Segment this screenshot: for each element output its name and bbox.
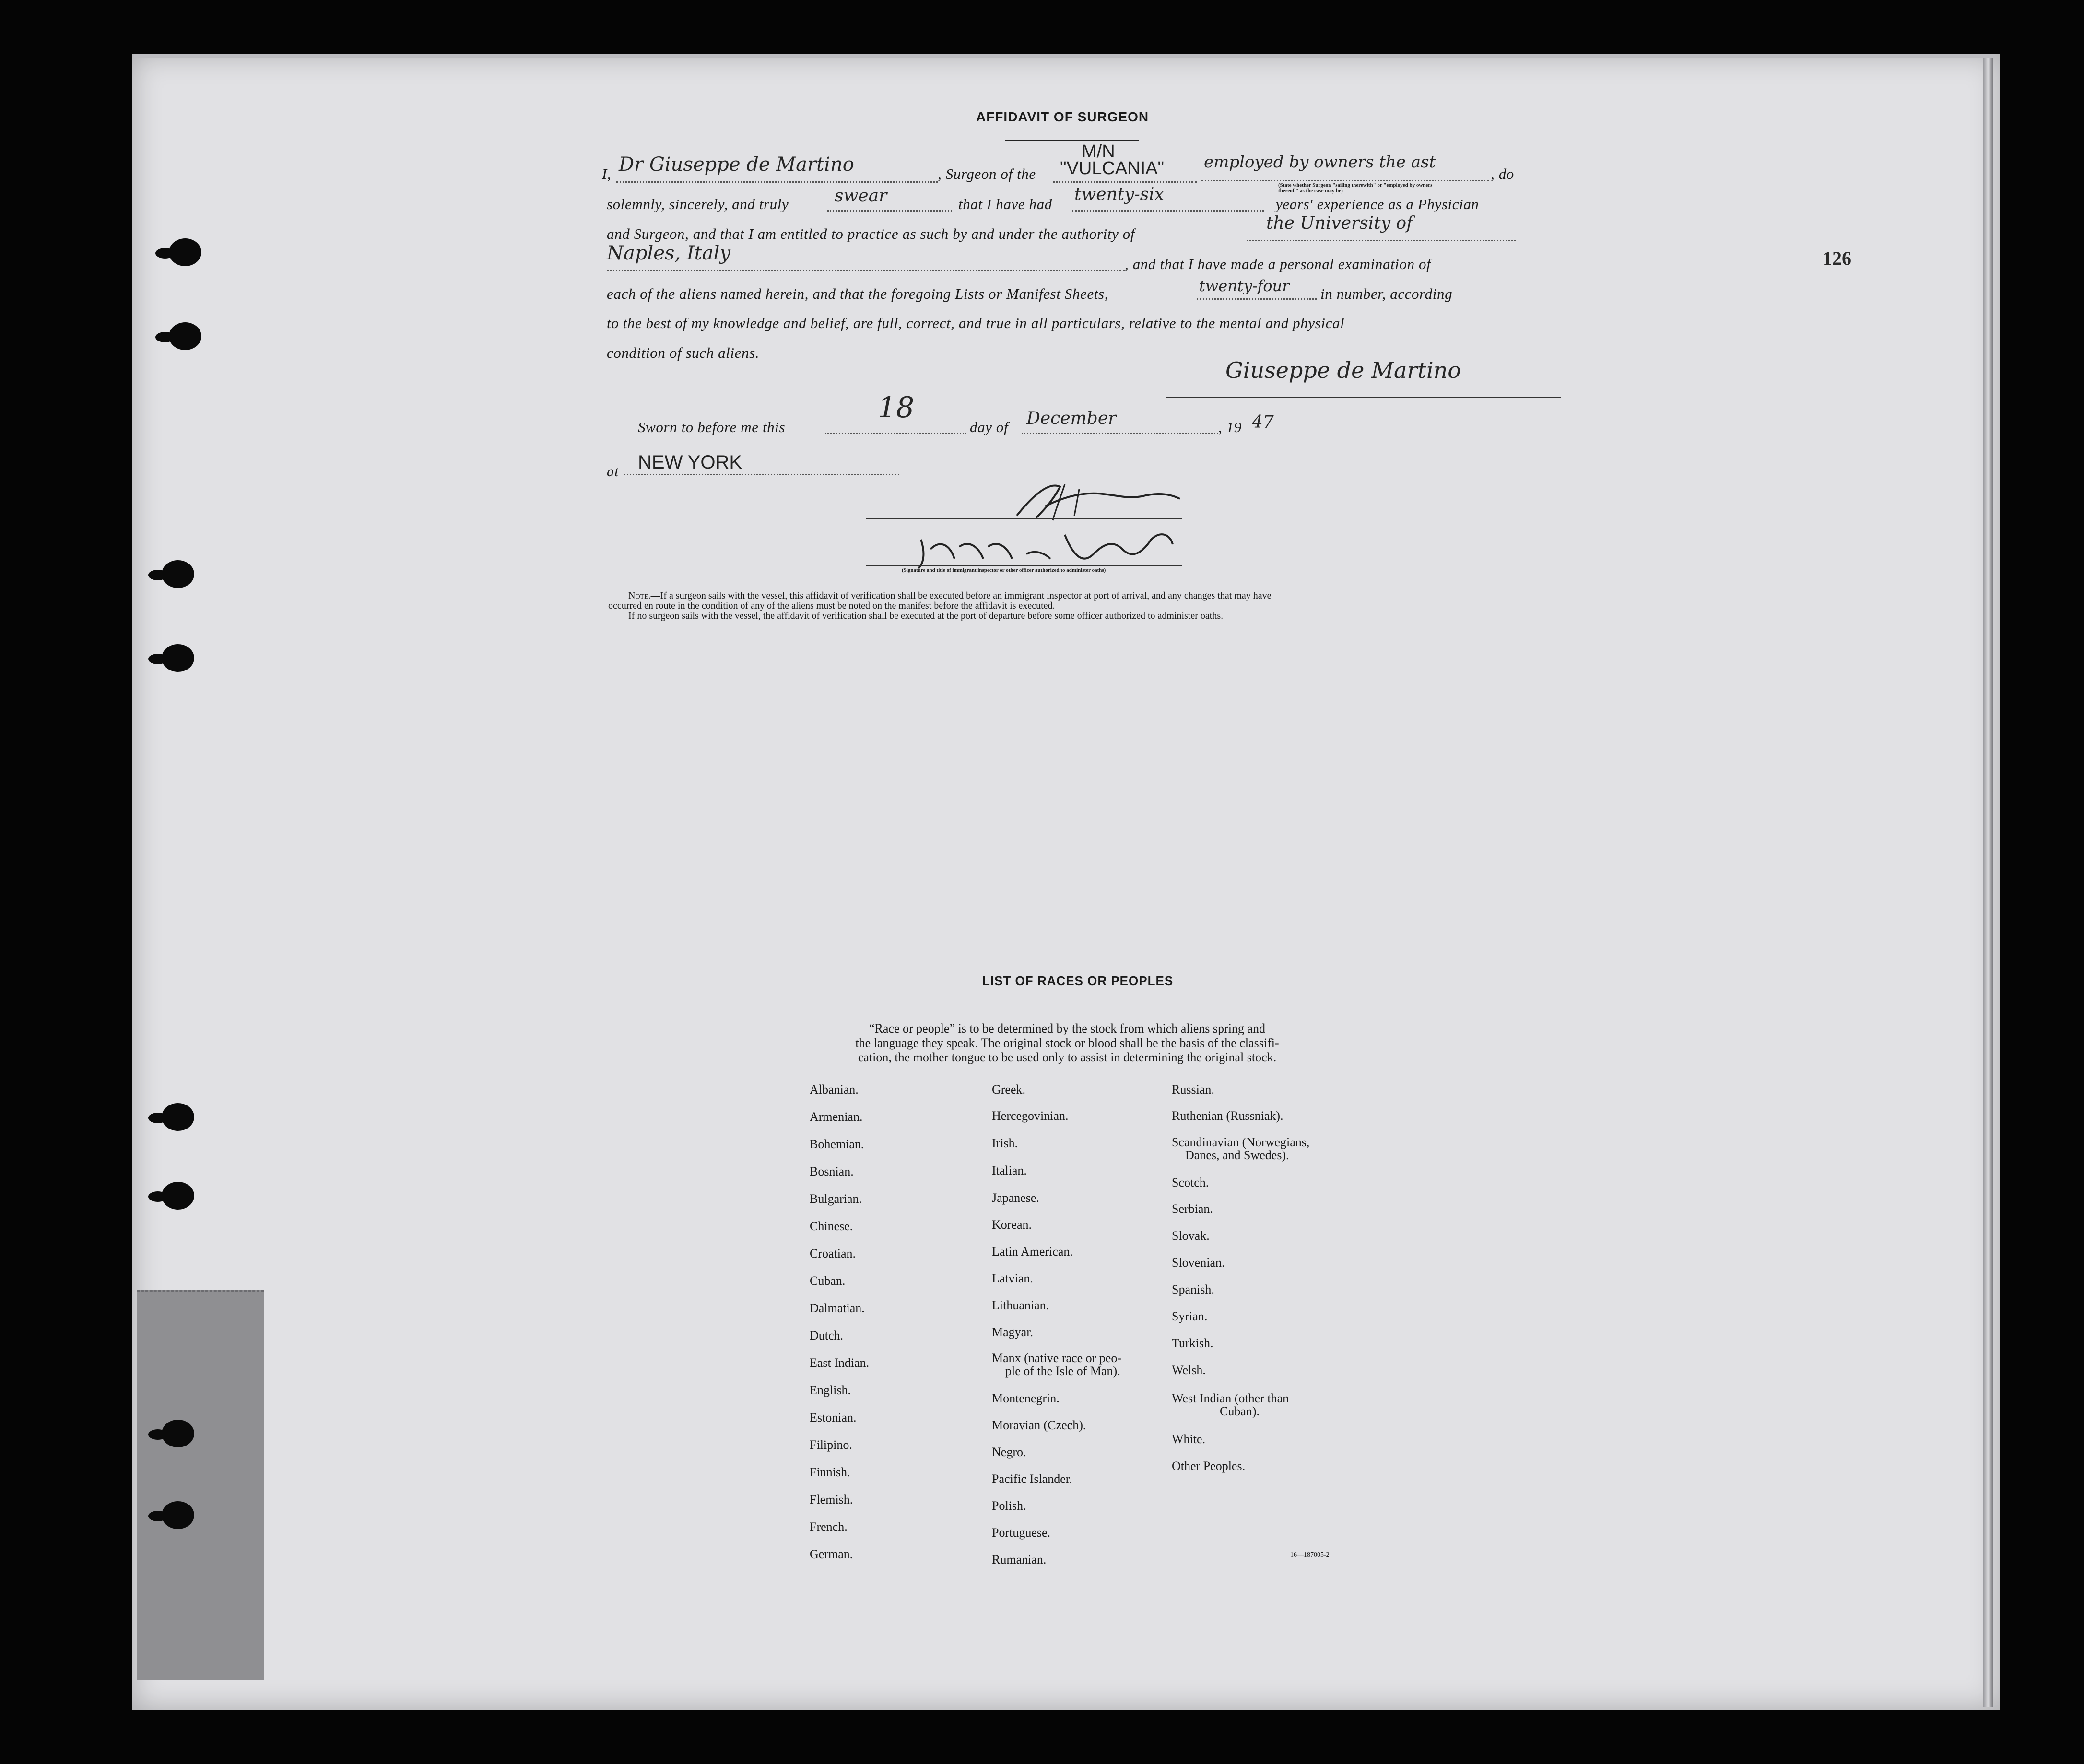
race-entry: Serbian. [1172, 1202, 1213, 1216]
race-entry: Filipino. [810, 1438, 852, 1452]
note-label: Note. [628, 590, 651, 601]
text-solemnly: solemnly, sincerely, and truly [607, 196, 789, 212]
race-entry: Ruthenian (Russniak). [1172, 1109, 1283, 1123]
race-entry: Scandinavian (Norwegians, [1172, 1135, 1310, 1149]
surgeon-signature: Giuseppe de Martino [1225, 357, 1461, 383]
race-entry: Portuguese. [992, 1526, 1051, 1540]
authority-line2-field: Naples, Italy [607, 242, 730, 264]
race-entry: Latin American. [992, 1245, 1073, 1258]
text-surgeon-of: , Surgeon of the [938, 165, 1036, 182]
employment-note: (State whether Surgeon "sailing therewith" or "employed by owners thereof," as the case may be) [1278, 182, 1433, 194]
race-entry: Latvian. [992, 1271, 1033, 1285]
race-entry: Other Peoples. [1172, 1459, 1246, 1473]
oath-line [827, 210, 952, 212]
employment-line [1201, 180, 1489, 181]
race-entry: Manx (native race or peo- [992, 1351, 1121, 1365]
year-prefix: , 19 [1218, 419, 1242, 435]
race-entry: Pacific Islander. [992, 1472, 1072, 1486]
text-in-number: in number, according [1320, 285, 1453, 302]
race-entry: Magyar. [992, 1325, 1033, 1339]
vessel-name: "VULCANIA" [1060, 158, 1165, 178]
oath-word-field: swear [835, 186, 887, 206]
race-entry: ple of the Isle of Man). [1005, 1364, 1120, 1378]
sworn-year-field: 47 [1252, 412, 1274, 432]
race-entry: German. [810, 1547, 853, 1561]
race-entry: Turkish. [1172, 1336, 1213, 1350]
text-each-alien: each of the aliens named herein, and that the foregoing Lists or Manifest Sheets, [607, 285, 1108, 302]
race-entry: Finnish. [810, 1465, 850, 1479]
at-label: at [607, 463, 619, 480]
race-entry: Slovenian. [1172, 1256, 1225, 1270]
race-entry: Bosnian. [810, 1164, 854, 1178]
races-intro [806, 1022, 1329, 1065]
punch-hole [162, 1103, 194, 1131]
sworn-month-line [1022, 433, 1218, 434]
sheets-line [1197, 298, 1317, 300]
race-entry: Flemish. [810, 1493, 853, 1506]
race-entry: Scotch. [1172, 1176, 1209, 1189]
text-and-surgeon: and Surgeon, and that I am entitled to practice as such by and under the authority of [607, 225, 1135, 242]
race-entry: Lithuanian. [992, 1298, 1049, 1312]
sheets-count-field: twenty-four [1199, 277, 1290, 295]
location-line [624, 474, 899, 475]
text-years-exp: years' experience as a Physician [1276, 196, 1479, 212]
race-entry: Korean. [992, 1218, 1032, 1232]
race-entry: East Indian. [810, 1356, 870, 1370]
inspector-signature-line2 [866, 565, 1182, 566]
repair-tape [137, 1290, 264, 1680]
vessel-prefix: M/N [1082, 141, 1115, 162]
race-entry: Syrian. [1172, 1309, 1208, 1323]
affidavit-note-line1 [628, 591, 1272, 601]
race-entry: Bohemian. [810, 1137, 864, 1151]
punch-hole [162, 560, 194, 588]
races-intro-line2: the language they speak. The original stock or blood shall be the basis of the classifi- [855, 1036, 1279, 1050]
race-entry: Croatian. [810, 1247, 856, 1260]
authority-line2 [607, 270, 1125, 271]
sworn-month-field: December [1026, 409, 1117, 428]
years-field: twenty-six [1074, 185, 1165, 204]
race-entry: West Indian (other than [1172, 1391, 1289, 1405]
affidavit-note-line2: occurred en route in the condition of any of the aliens must be noted on the manifest before the affidavit is executed. [608, 600, 1055, 611]
race-entry: Dalmatian. [810, 1301, 865, 1315]
text-do: , do [1491, 165, 1514, 182]
punch-hole [162, 1420, 194, 1447]
punch-hole [162, 1501, 194, 1529]
vessel-line [1053, 181, 1197, 183]
race-entry: Negro. [992, 1445, 1026, 1459]
inspector-signature-line1 [866, 518, 1182, 519]
race-entry: Greek. [992, 1082, 1026, 1096]
race-entry: French. [810, 1520, 848, 1534]
authority-line1-field: the University of [1266, 213, 1413, 233]
sworn-day-line [825, 433, 966, 434]
race-entry: Welsh. [1172, 1363, 1206, 1377]
authority-line1 [1247, 240, 1516, 241]
race-entry: Cuban). [1220, 1404, 1260, 1418]
race-entry: Slovak. [1172, 1229, 1210, 1243]
text-condition: condition of such aliens. [607, 344, 760, 361]
race-entry: Armenian. [810, 1110, 863, 1124]
surgeon-name-field: Dr Giuseppe de Martino [619, 153, 854, 176]
race-entry: Russian. [1172, 1082, 1214, 1096]
race-entry: Spanish. [1172, 1282, 1214, 1296]
text-that-had: that I have had [958, 196, 1052, 212]
page-right-edge [1983, 58, 1993, 1707]
years-line [1072, 210, 1264, 212]
affidavit-note-line3: If no surgeon sails with the vessel, the affidavit of verification shall be executed at the port of departure before some officer authorized to administer oaths. [628, 611, 1224, 621]
race-entry: Moravian (Czech). [992, 1418, 1086, 1432]
sworn-prefix: Sworn to before me this [638, 419, 786, 435]
races-intro-line3: cation, the mother tongue to be used only to assist in determining the original stock. [858, 1050, 1277, 1064]
race-entry: Estonian. [810, 1411, 857, 1424]
race-entry: Dutch. [810, 1329, 844, 1342]
races-title: LIST OF RACES OR PEOPLES [982, 974, 1174, 988]
text-i: I, [602, 165, 612, 182]
race-entry: Irish. [992, 1136, 1018, 1150]
race-entry: Montenegrin. [992, 1391, 1060, 1405]
race-entry: Chinese. [810, 1219, 853, 1233]
punch-hole [162, 1182, 194, 1210]
punch-hole [162, 644, 194, 672]
races-intro-line1: “Race or people” is to be determined by the stock from which aliens spring and [869, 1022, 1265, 1035]
title-underline [1005, 140, 1139, 141]
page-number: 126 [1823, 247, 1851, 269]
affidavit-title: AFFIDAVIT OF SURGEON [976, 109, 1149, 124]
race-entry: Italian. [992, 1164, 1027, 1177]
sworn-day-field: 18 [878, 391, 915, 424]
race-entry: Polish. [992, 1499, 1026, 1513]
surgeon-signature-line [1166, 397, 1561, 398]
punch-hole [169, 322, 201, 350]
race-entry: Hercegovinian. [992, 1109, 1069, 1123]
race-entry: Albanian. [810, 1082, 859, 1096]
text-personal-exam: , and that I have made a personal examination of [1125, 256, 1431, 272]
location-field: NEW YORK [638, 452, 742, 473]
inspector-signature [1007, 472, 1189, 525]
race-entry: Danes, and Swedes). [1185, 1148, 1289, 1162]
race-entry: White. [1172, 1432, 1206, 1446]
employment-field: employed by owners the ast [1204, 153, 1436, 172]
text-best: to the best of my knowledge and belief, are full, correct, and true in all particulars, relative to the mental and physical [607, 315, 1345, 331]
note-text-1: —If a surgeon sails with the vessel, this affidavit of verification shall be executed before an immigrant inspector at port of arrival, and any changes that may have [650, 590, 1272, 601]
race-entry: Rumanian. [992, 1552, 1047, 1566]
surgeon-name-line [616, 181, 938, 183]
race-entry: English. [810, 1383, 851, 1397]
inspector-caption: (Signature and title of immigrant inspector or other officer authorized to administer oaths) [902, 567, 1106, 573]
day-of-label: day of [970, 419, 1009, 435]
race-entry: Bulgarian. [810, 1192, 862, 1206]
punch-hole [169, 238, 201, 266]
race-entry: Cuban. [810, 1274, 846, 1288]
form-number: 16—187005-2 [1290, 1552, 1330, 1559]
race-entry: Japanese. [992, 1191, 1039, 1205]
page-top-edge [134, 54, 1995, 58]
